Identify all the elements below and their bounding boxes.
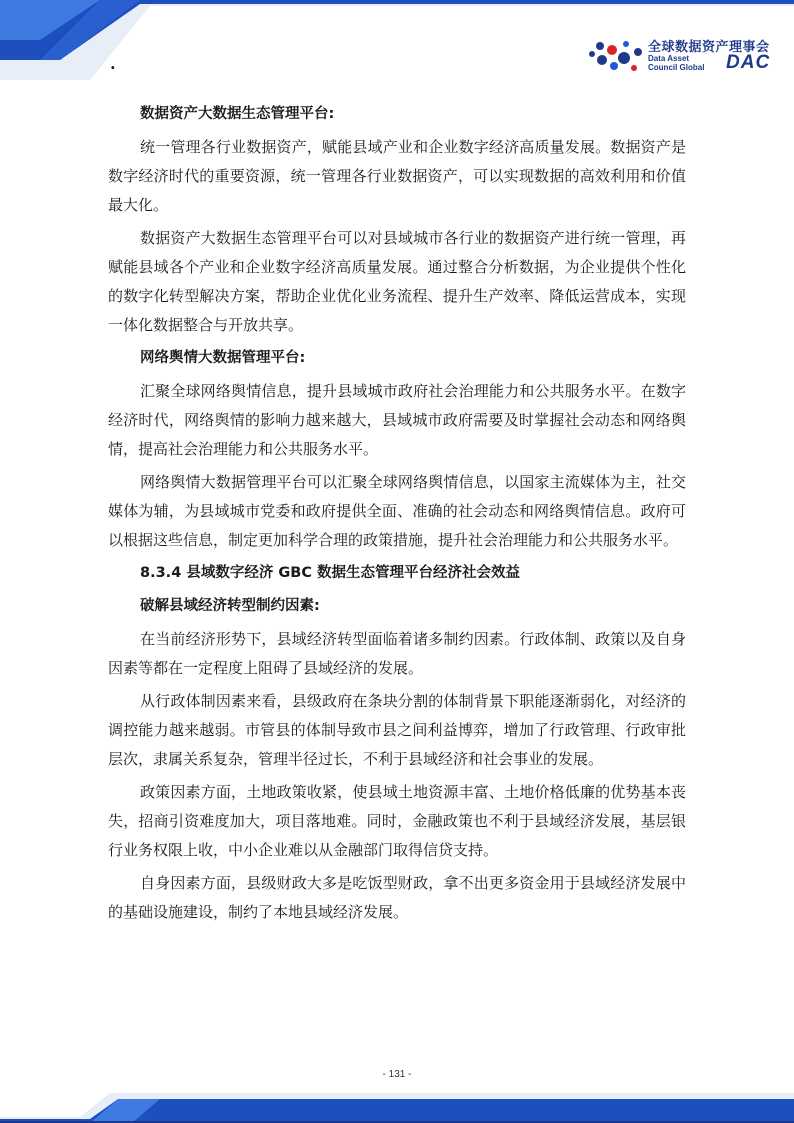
paragraph-heading: 数据资产大数据生态管理平台: [140,106,335,122]
paragraph: 网络舆情大数据管理平台可以汇聚全球网络舆情信息，以国家主流媒体为主，社交媒体为辅，为县域城市党委和政府提供全面、准确的社会动态和网络舆情信息。政府可以根据这些信息，制定更加科学合理的政策措施，提升社会治理能力和公共服务水平。 [108,473,686,549]
logo-abbreviation: DAC [726,52,771,73]
logo-chinese-name: 全球数据资产理事会 [648,40,770,55]
header-dot: · [110,58,116,77]
paragraph: 汇聚全球网络舆情信息，提升县域城市政府社会治理能力和公共服务水平。在数字经济时代，网络舆情的影响力越来越大，县域城市政府需要及时掌握社会动态和网络舆情，提高社会治理能力和公共服务水平。 [108,382,686,458]
paragraph: 政策因素方面，土地政策收紧，使县域土地资源丰富、土地价格低廉的优势基本丧失，招商引资难度加大，项目落地难。同时，金融政策也不利于县域经济发展，基层银行业务权限上收，中小企业难以从金融部门取得信贷支持。 [108,783,686,859]
paragraph: 数据资产大数据生态管理平台可以对县域城市各行业的数据资产进行统一管理，再赋能县域各个产业和企业数字经济高质量发展。通过整合分析数据，为企业提供个性化的数字化转型解决方案，帮助企业优化业务流程、提升生产效率、降低运营成本，实现一体化数据整合与开放共享。 [108,229,686,334]
footer-decoration [0,1079,794,1123]
document-body [108,100,686,927]
logo-english-line2: Council Global [648,63,705,72]
section-title: 8.3.4 县域数字经济 GBC 数据生态管理平台经济社会效益 [140,565,521,581]
paragraph-heading: 网络舆情大数据管理平台: [140,350,306,366]
paragraph: 从行政体制因素来看，县级政府在条块分割的体制背景下职能逐渐弱化，对经济的调控能力越来越弱。市管县的体制导致市县之间利益博弈，增加了行政管理、行政审批层次，隶属关系复杂，管理半径过长，不利于县域经济和社会事业的发展。 [108,692,686,768]
paragraph-heading: 破解县域经济转型制约因素: [140,598,320,614]
page-number: - 131 - [382,1069,412,1080]
paragraph: 在当前经济形势下，县域经济转型面临着诸多制约因素。行政体制、政策以及自身因素等都在一定程度上阻碍了县域经济的发展。 [108,630,686,677]
logo-english-line1: Data Asset [648,54,690,63]
paragraph: 统一管理各行业数据资产，赋能县域产业和企业数字经济高质量发展。数据资产是数字经济时代的重要资源，统一管理各行业数据资产，可以实现数据的高效利用和价值最大化。 [108,138,686,214]
dac-logo-dots-icon [586,36,646,80]
dac-logo [586,36,782,80]
paragraph: 自身因素方面，县级财政大多是吃饭型财政，拿不出更多资金用于县域经济发展中的基础设施建设，制约了本地县域经济发展。 [108,874,686,921]
